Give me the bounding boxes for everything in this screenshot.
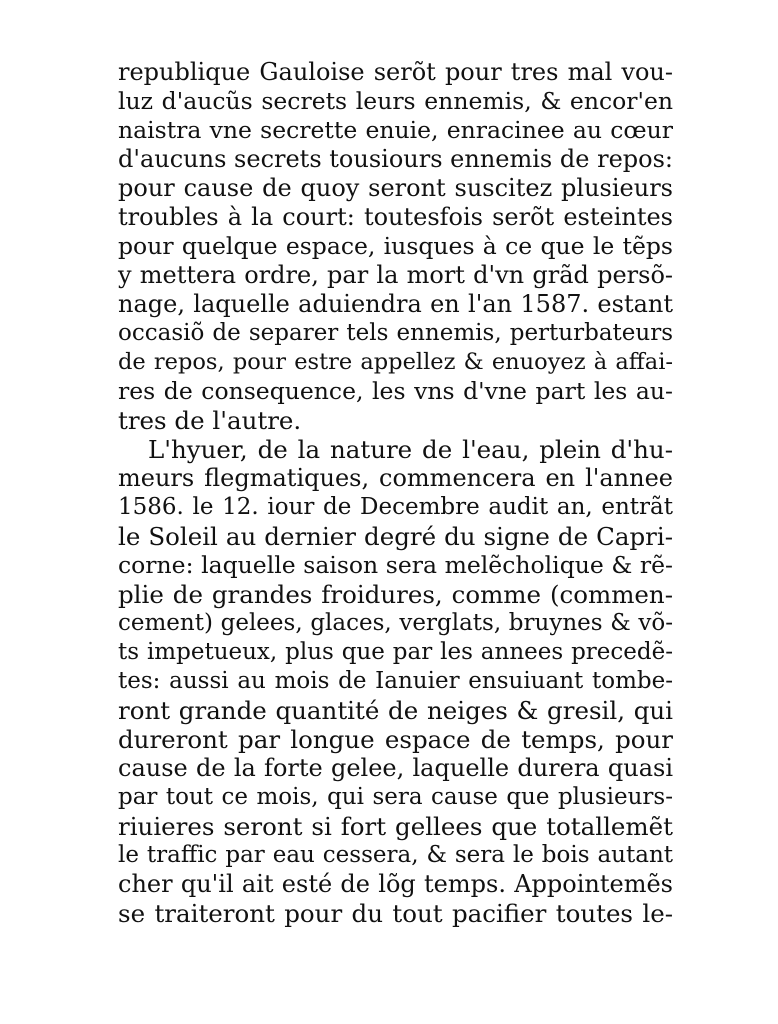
text-line: naistra vne secrette enuie, enracinee au cœur [118, 116, 673, 144]
paragraph-1 [118, 58, 673, 435]
text-line: de repos, pour estre appellez & enuoyez à affai- [118, 349, 673, 375]
text-line: riuieres seront si fort gellees que totallemẽt [118, 812, 673, 841]
text-line: d'aucuns secrets tousiours ennemis de repos: [118, 145, 673, 173]
text-line: plie de grandes froidures, comme (commen- [118, 580, 673, 609]
text-line: cher qu'il ait esté de lõg temps. Appointemẽs [118, 870, 673, 898]
text-line: res de consequence, les vns d'vne part les au- [118, 377, 673, 405]
text-line: ts impetueux, plus que par les annees precedẽ- [118, 639, 673, 665]
text-line: le Soleil au dernier degré du signe de Capri- [118, 522, 673, 551]
text-line: occasiõ de separer tels ennemis, perturbateurs [118, 320, 673, 346]
text-line: cement) gelees, glaces, verglats, bruynes & võ- [118, 610, 673, 636]
text-line: tres de l'autre. [118, 406, 302, 435]
text-line: pour cause de quoy seront suscitez plusieurs [118, 174, 673, 202]
text-line: corne: laquelle saison sera melẽcholique & rẽ- [118, 551, 673, 579]
text-line: cause de la forte gelee, laquelle durera quasi [118, 754, 673, 782]
text-line: L'hyuer, de la nature de l'eau, plein d'hu- [148, 435, 673, 464]
text-line: luz d'aucũs secrets leurs ennemis, & encor'en [118, 87, 673, 115]
paragraph-2 [118, 435, 673, 928]
text-line: par tout ce mois, qui sera cause que plusieurs- [118, 784, 673, 810]
text-line: y mettera ordre, par la mort d'vn grãd persõ- [118, 261, 673, 289]
text-line: nage, laquelle aduiendra en l'an 1587. estant [118, 290, 673, 318]
text-line: se traiteront pour du tout pacifier toutes le- [118, 899, 673, 928]
text-line: pour quelque espace, iusques à ce que le tẽps [118, 232, 673, 260]
text-line: le traffic par eau cessera, & sera le bois autant [118, 842, 673, 868]
text-line: tes: aussi au mois de Ianuier ensuiuant tombe- [118, 668, 673, 694]
text-line: meurs flegmatiques, commencera en l'annee [118, 464, 673, 492]
text-line: dureront par longue espace de temps, pour [118, 725, 673, 754]
page-text [118, 58, 673, 928]
text-line: 1586. le 12. iour de Decembre audit an, entrãt [118, 494, 673, 520]
text-line: troubles à la court: toutesfois serõt esteintes [118, 203, 673, 231]
text-line: ront grande quantité de neiges & gresil, qui [118, 696, 673, 725]
text-line: republique Gauloise serõt pour tres mal vou- [118, 58, 673, 86]
